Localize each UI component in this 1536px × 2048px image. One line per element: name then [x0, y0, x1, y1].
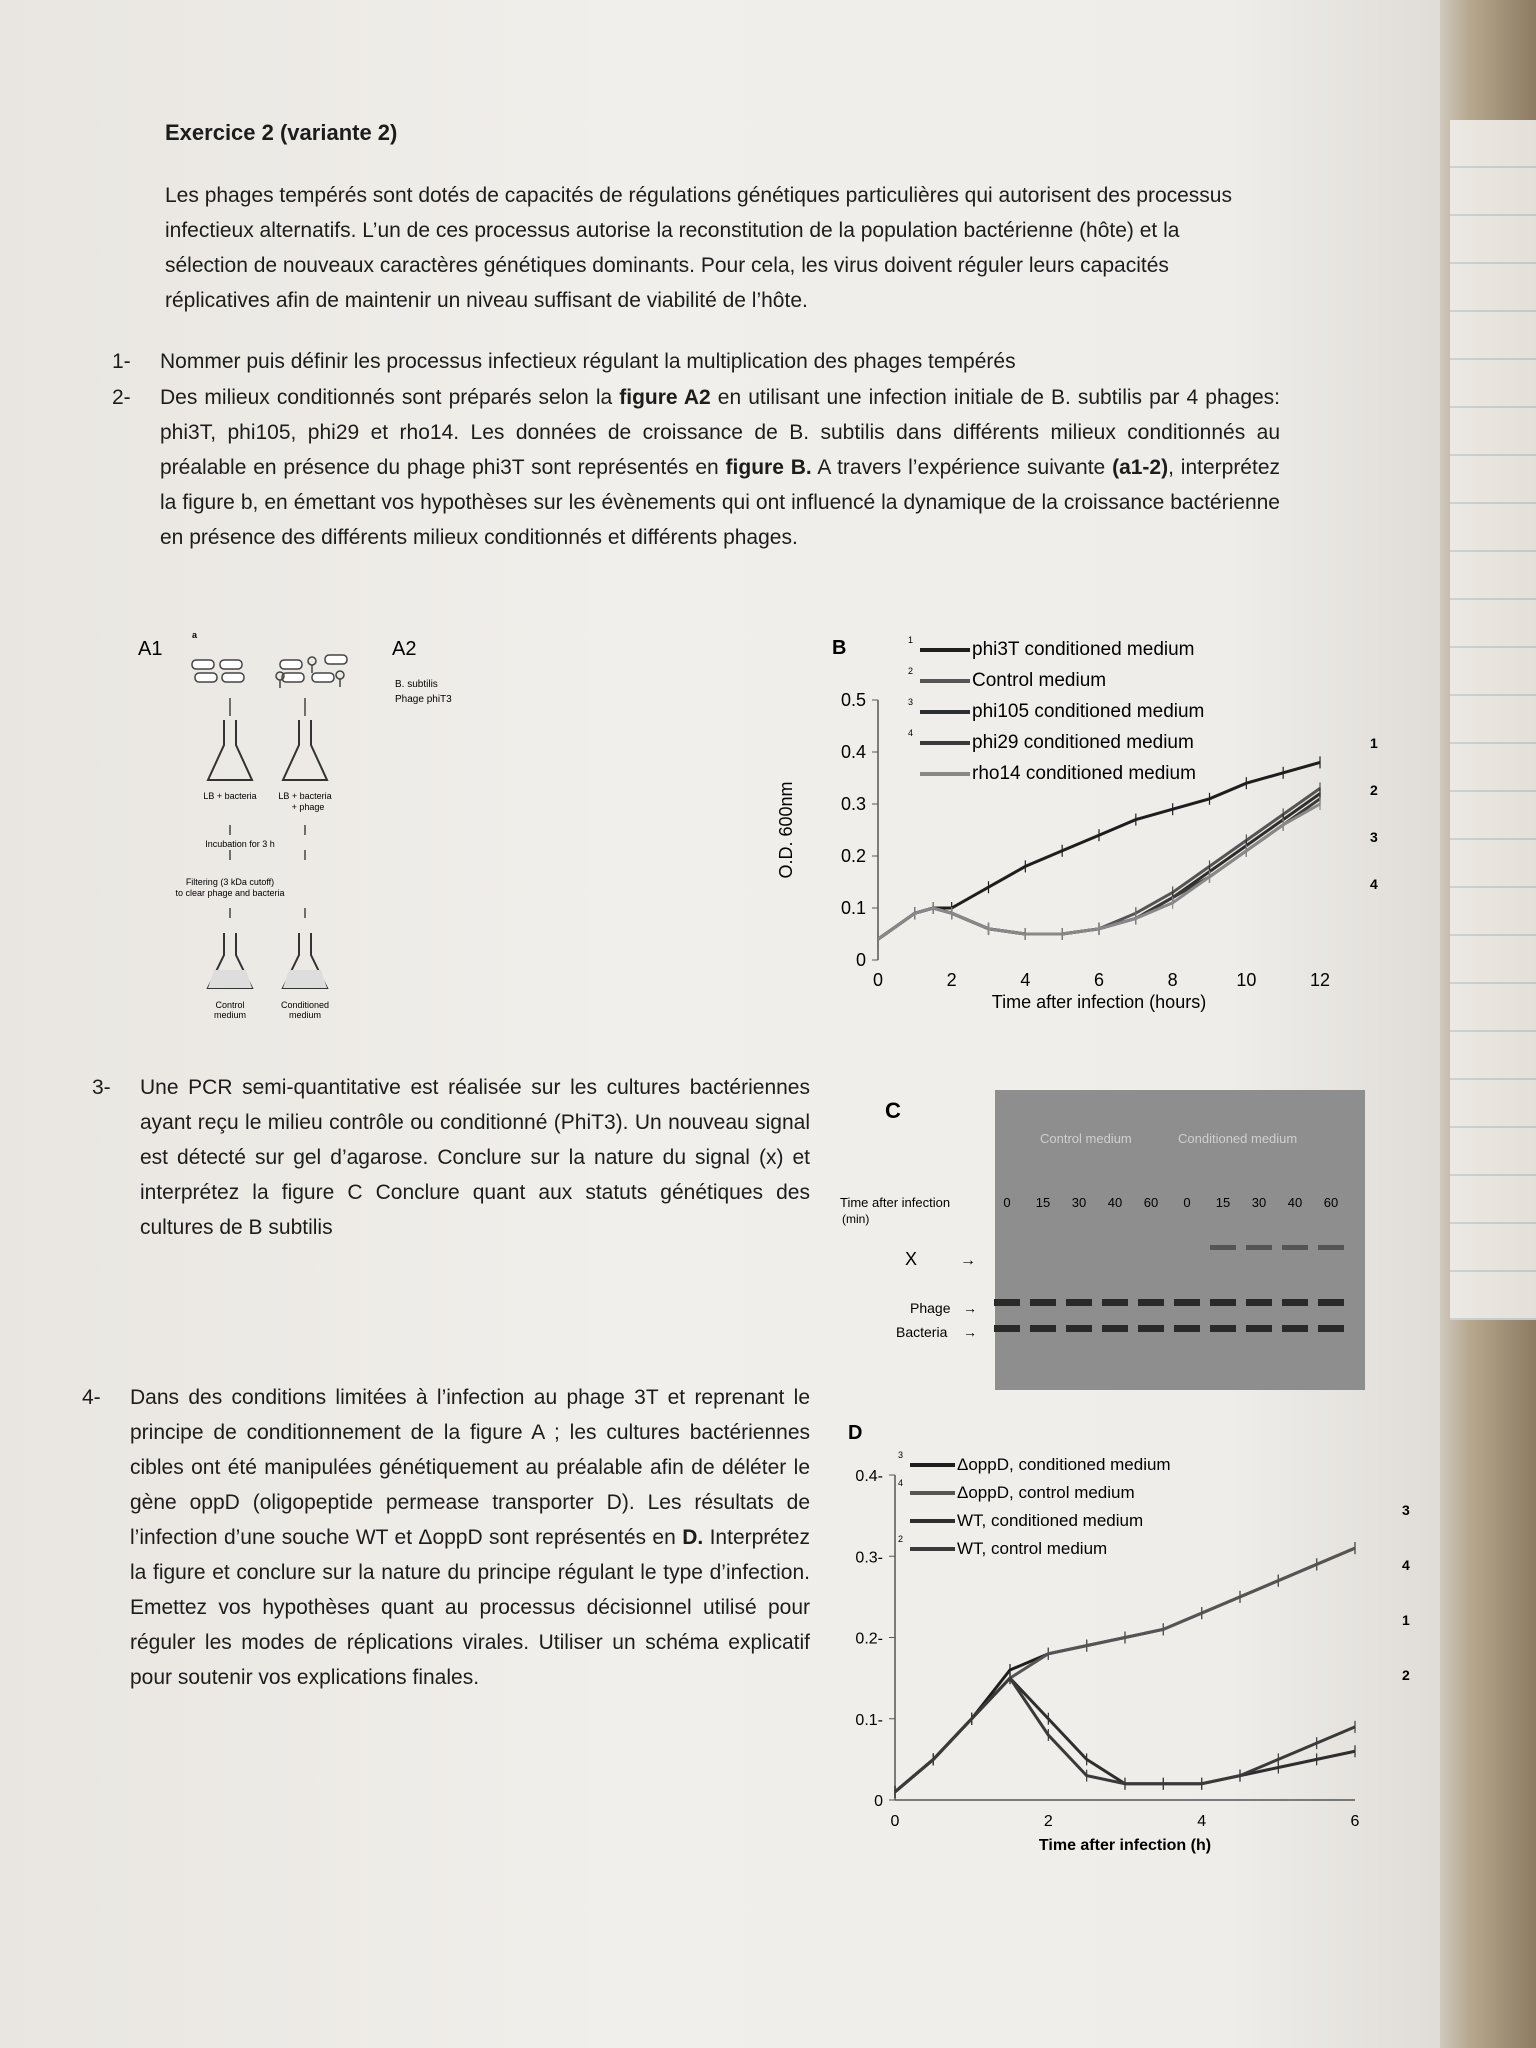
series-line	[895, 1678, 1355, 1792]
band-phage-arrow: →	[963, 1300, 977, 1316]
y-tick-label: 0.5	[840, 690, 866, 710]
question-bold: figure A2	[619, 386, 711, 409]
y-tick-label: 0.1-	[855, 1711, 883, 1729]
panel-label: D	[848, 1422, 863, 1444]
y-axis-title: O.D. 600nm	[776, 781, 796, 879]
x-tick-label: 6	[1350, 1813, 1360, 1830]
x-tick-label: 10	[1236, 970, 1257, 990]
gel-band-bacteria	[1318, 1325, 1344, 1332]
output2-sublabel: medium	[288, 1010, 322, 1020]
figure-d-chart	[840, 1415, 1410, 1875]
step-incubation: Incubation for 3 h	[205, 839, 275, 849]
gel-band-phage	[1138, 1299, 1164, 1306]
intro-paragraph: Les phages tempérés sont dotés de capacités de régulations génétiques particulières qui autorisent des processus infectieux alternatifs. L’un de ces processus autorise la reconstitution de la population bactérienne (hôte) et la sélection de nouveaux caractères génétiques dominants. Pour cela, les virus doivent réguler leurs capacités réplicatives afin de maintenir un niveau suffisant de viabilité de l’hôte.	[165, 184, 1232, 312]
band-phage-label: Phage	[910, 1300, 951, 1316]
figure-c-gel	[830, 1085, 1370, 1395]
legend-bacteria: B. subtilis	[395, 679, 438, 690]
question-number: 1-	[112, 350, 131, 373]
exercise-title: Exercice 2 (variante 2)	[165, 120, 398, 145]
gel-band-phage	[994, 1299, 1020, 1306]
legend-number: 3	[908, 697, 914, 707]
y-tick-label: 0.3	[840, 794, 866, 814]
bacteria-icons	[192, 655, 347, 682]
background-sheets	[1440, 0, 1536, 2048]
gel-time-value: 15	[1035, 1195, 1051, 1210]
y-tick-label: 0.2-	[855, 1630, 883, 1648]
gel-time-value: 40	[1287, 1195, 1303, 1210]
band-x-label: X	[905, 1249, 918, 1269]
y-tick-label: 0	[874, 1793, 883, 1810]
y-tick-label: 0	[855, 950, 866, 970]
gel-band-bacteria	[1138, 1325, 1164, 1332]
legend-entry: Control medium	[972, 670, 1107, 691]
gel-band-x	[1282, 1245, 1308, 1250]
gel-time-value: 0	[1183, 1195, 1191, 1210]
x-tick-label: 12	[1309, 970, 1331, 990]
question-text: , interprétez la figure b, en émettant vos hypothèses sur les évènements qui ont influencé la dynamique de la croissance bactérienne en présence des différents milieux conditionnés et différents phages.	[160, 456, 1280, 549]
gel-band-bacteria	[1174, 1325, 1200, 1332]
series-line	[895, 1678, 1355, 1792]
gel-band-phage	[1318, 1299, 1344, 1306]
question-bold: (a1-2)	[1112, 456, 1169, 479]
x-tick-label: 6	[1093, 970, 1105, 990]
legend-entry: WT, conditioned medium	[957, 1511, 1144, 1530]
gel-time-label: Time after infection	[840, 1195, 951, 1210]
x-axis-title: Time after infection (hours)	[991, 992, 1207, 1012]
legend-entry: WT, control medium	[957, 1539, 1108, 1558]
x-tick-label: 2	[1043, 1813, 1053, 1830]
legend-number: 3	[898, 1450, 904, 1460]
series-line	[878, 799, 1320, 939]
legend-phage: Phage phiT3	[395, 694, 452, 705]
question-3	[92, 1070, 810, 1245]
gel-time-value: 60	[1143, 1195, 1159, 1210]
series-line	[878, 804, 1320, 939]
notebook-sheet	[1450, 120, 1536, 1320]
flask-liquid	[208, 970, 327, 988]
legend-entry: ΔoppD, control medium	[957, 1483, 1135, 1502]
band-bacteria-label: Bacteria	[896, 1324, 948, 1340]
y-tick-label: 0.4-	[855, 1468, 883, 1485]
y-tick-label: 0.4	[840, 742, 866, 762]
margin-number: 2	[1402, 1667, 1410, 1683]
margin-number: 2	[1370, 782, 1378, 798]
x-tick-label: 4	[1197, 1813, 1207, 1830]
band-bacteria-arrow: →	[963, 1324, 977, 1340]
question-text: A travers l’expérience suivante	[811, 456, 1113, 479]
series-line	[878, 788, 1320, 939]
question-bold: figure B.	[725, 456, 812, 479]
figure-a2-label: A2	[392, 638, 417, 660]
question-2	[112, 380, 1281, 555]
x-tick-label: 2	[946, 970, 957, 990]
question-text: Des milieux conditionnés sont préparés selon la	[160, 386, 620, 409]
band-x-arrow: →	[960, 1252, 976, 1269]
question-number: 3-	[92, 1076, 111, 1099]
y-tick-label: 0.2	[840, 846, 866, 866]
question-text: en utilisant une infection initiale de B. subtilis par 4 phages: phi3T, phi105, phi29 et rho14. Les données de croissance de B. subtilis dans différents milieux conditionnés au préalable en présence du phage phi3T sont représentés en	[160, 386, 1281, 479]
legend-entry: ΔoppD, conditioned medium	[957, 1455, 1171, 1474]
series-line	[878, 794, 1320, 940]
question-bold: D.	[682, 1526, 704, 1549]
gel-band-phage	[1066, 1299, 1092, 1306]
legend-number: 2	[908, 666, 914, 676]
legend-entry: rho14 conditioned medium	[972, 763, 1196, 784]
gel-time-value: 15	[1215, 1195, 1231, 1210]
margin-number: 1	[1370, 735, 1378, 751]
y-tick-label: 0.1	[840, 898, 866, 918]
output1-sublabel: medium	[213, 1010, 247, 1020]
flask2-sublabel: + phage	[291, 802, 325, 812]
gel-time-value: 40	[1107, 1195, 1123, 1210]
series-line	[878, 762, 1320, 939]
legend-number: 2	[898, 1534, 904, 1544]
gel-band-bacteria	[994, 1325, 1020, 1332]
flask2-label: LB + bacteria	[278, 791, 332, 801]
question-text: Une PCR semi-quantitative est réalisée sur les cultures bactériennes ayant reçu le milieu contrôle ou conditionné (PhiT3). Un nouveau signal est détecté sur gel d’agarose. Conclure sur la nature du signal (x) et interprétez la figure C Conclure quant aux statuts génétiques des cultures de B subtilis	[140, 1076, 810, 1239]
gel-band-phage	[1210, 1299, 1236, 1306]
x-axis-title: Time after infection (h)	[1038, 1837, 1212, 1854]
figure-a1-label: A1	[138, 638, 163, 660]
x-tick-label: 8	[1167, 970, 1178, 990]
gel-band-x	[1318, 1245, 1344, 1250]
gel-band-bacteria	[1030, 1325, 1056, 1332]
flask-icons	[208, 720, 327, 988]
flask1-label: LB + bacteria	[203, 791, 257, 801]
gel-band-phage	[1030, 1299, 1056, 1306]
gel-band-bacteria	[1066, 1325, 1092, 1332]
panel-label: B	[832, 637, 847, 659]
legend-entry: phi29 conditioned medium	[972, 732, 1194, 753]
output1-label: Control	[215, 1000, 245, 1010]
gel-band-bacteria	[1102, 1325, 1128, 1332]
margin-number: 1	[1402, 1612, 1410, 1628]
gel-band-bacteria	[1282, 1325, 1308, 1332]
legend-entry: phi3T conditioned medium	[972, 639, 1195, 660]
gel-time-value: 0	[1003, 1195, 1011, 1210]
question-4	[82, 1380, 810, 1695]
gel-band-phage	[1102, 1299, 1128, 1306]
margin-number: 3	[1370, 829, 1378, 845]
legend-number: 4	[908, 728, 914, 738]
step-filtering: Filtering (3 kDa cutoff)	[185, 877, 275, 887]
gel-band-bacteria	[1210, 1325, 1236, 1332]
x-tick-label: 0	[890, 1813, 900, 1830]
x-tick-label: 4	[1020, 970, 1031, 990]
step-filtering-sub: to clear phage and bacteria	[175, 888, 285, 898]
margin-number: 3	[1402, 1502, 1410, 1518]
margin-number: 4	[1370, 876, 1378, 892]
gel-header-control: Control medium	[1040, 1131, 1132, 1146]
legend-number: 1	[908, 635, 914, 645]
legend-number: 4	[898, 1478, 904, 1488]
question-text: Dans des conditions limitées à l’infection au phage 3T et reprenant le principe de conditionnement de la figure A ; les cultures bactériennes cibles ont été manipulées génétiquement au préalable afin de déléter le gène oppD (oligopeptide permease transporter D). Les résultats de l’infection d’une souche WT et ΔoppD sont représentés en	[130, 1386, 810, 1549]
gel-band-bacteria	[1246, 1325, 1272, 1332]
margin-number: 4	[1402, 1557, 1410, 1573]
gel-header-conditioned: Conditioned medium	[1178, 1131, 1298, 1146]
figure-a-diagram	[130, 620, 530, 1040]
y-tick-label: 0.3-	[855, 1549, 883, 1567]
gel-time-value: 60	[1323, 1195, 1339, 1210]
question-text: Nommer puis définir les processus infectieux régulant la multiplication des phages tempérés	[160, 350, 1016, 373]
question-text: Interprétez la figure et conclure sur la nature du principe régulant le type d’infection. Emettez vos hypothèses quant au processus décisionnel utilisé pour réguler les modes de réplications virales. Utiliser un schéma explicatif pour soutenir vos explications finales.	[130, 1526, 810, 1689]
gel-time-value: 30	[1251, 1195, 1267, 1210]
gel-band-phage	[1174, 1299, 1200, 1306]
legend-entry: phi105 conditioned medium	[972, 701, 1205, 722]
gel-band-x	[1210, 1245, 1236, 1250]
figure-b-chart	[770, 630, 1410, 1030]
figure-c-label: C	[885, 1098, 901, 1123]
x-tick-label: 0	[872, 970, 884, 990]
output2-label: Conditioned	[280, 1000, 330, 1010]
question-number: 2-	[112, 386, 131, 409]
question-number: 4-	[82, 1386, 101, 1409]
figure-panel-letter: a	[192, 630, 198, 640]
question-1	[112, 344, 1280, 379]
gel-band-phage	[1282, 1299, 1308, 1306]
gel-band-phage	[1246, 1299, 1272, 1306]
gel-band-x	[1246, 1245, 1272, 1250]
gel-time-value: 30	[1071, 1195, 1087, 1210]
gel-time-unit: (min)	[842, 1212, 870, 1226]
